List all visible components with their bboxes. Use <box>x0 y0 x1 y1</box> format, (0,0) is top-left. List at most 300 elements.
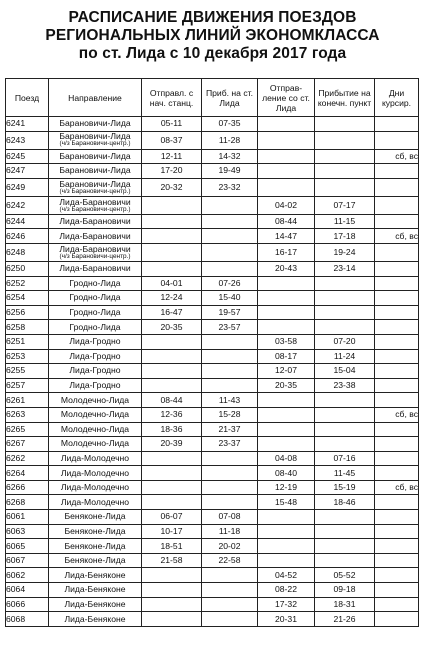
departure-origin-cell <box>142 612 202 627</box>
direction-label: Лида-Гродно <box>69 365 121 376</box>
train-number-cell: 6251 <box>6 334 49 349</box>
direction-label: Лида-Барановичи <box>59 263 131 274</box>
departure-lida-cell <box>258 422 315 437</box>
via-note: (ч/з Барановичи-центр.) <box>59 187 131 195</box>
departure-lida-cell: 12-19 <box>258 480 315 495</box>
direction-cell <box>49 466 142 481</box>
train-number-cell: 6253 <box>6 349 49 364</box>
direction-label: Молодечно-Лида <box>60 438 130 449</box>
departure-origin-cell: 12-36 <box>142 407 202 422</box>
departure-lida-cell: 04-02 <box>258 196 315 214</box>
via-note: (ч/з Барановичи-центр.) <box>59 252 131 260</box>
direction-label: Лида-Беняконе <box>64 569 126 580</box>
direction-cell <box>49 583 142 598</box>
arrival-end-cell: 11-45 <box>315 466 375 481</box>
table-row <box>6 117 419 132</box>
direction-label: Гродно-Лида <box>69 277 121 288</box>
direction-label: Лида-Гродно <box>69 350 121 361</box>
running-days-cell <box>375 451 419 466</box>
direction-cell <box>49 480 142 495</box>
direction-cell <box>49 334 142 349</box>
train-number-cell: 6257 <box>6 378 49 393</box>
arrival-lida-cell <box>202 583 258 598</box>
train-number-cell: 6062 <box>6 568 49 583</box>
departure-lida-cell: 15-48 <box>258 495 315 510</box>
direction-cell <box>49 131 142 149</box>
via-note: (ч/з Барановичи-центр.) <box>59 140 131 148</box>
departure-lida-cell <box>258 276 315 291</box>
direction-cell <box>49 539 142 554</box>
train-number-cell: 6248 <box>6 243 49 261</box>
departure-lida-cell <box>258 117 315 132</box>
title-line-1: РАСПИСАНИЕ ДВИЖЕНИЯ ПОЕЗДОВ <box>68 9 357 26</box>
running-days-cell <box>375 437 419 452</box>
direction-cell <box>49 117 142 132</box>
departure-lida-cell: 08-22 <box>258 583 315 598</box>
running-days-cell <box>375 276 419 291</box>
arrival-lida-cell <box>202 378 258 393</box>
arrival-lida-cell: 07-08 <box>202 510 258 525</box>
departure-origin-cell: 08-37 <box>142 131 202 149</box>
table-row <box>6 583 419 598</box>
direction-cell <box>49 349 142 364</box>
arrival-lida-cell <box>202 334 258 349</box>
departure-lida-cell <box>258 539 315 554</box>
direction-cell <box>49 553 142 568</box>
table-row <box>6 553 419 568</box>
arrival-lida-cell <box>202 597 258 612</box>
running-days-cell <box>375 291 419 306</box>
arrival-end-cell: 18-46 <box>315 495 375 510</box>
train-number-cell: 6245 <box>6 149 49 164</box>
departure-origin-cell: 05-11 <box>142 117 202 132</box>
departure-origin-cell <box>142 466 202 481</box>
arrival-end-cell: 17-18 <box>315 229 375 244</box>
train-number-cell: 6066 <box>6 597 49 612</box>
arrival-end-cell: 18-31 <box>315 597 375 612</box>
departure-lida-cell <box>258 149 315 164</box>
departure-lida-cell: 04-08 <box>258 451 315 466</box>
departure-origin-cell <box>142 334 202 349</box>
departure-origin-cell: 21-58 <box>142 553 202 568</box>
departure-lida-cell <box>258 131 315 149</box>
table-row <box>6 568 419 583</box>
train-number-cell: 6241 <box>6 117 49 132</box>
running-days-cell <box>375 320 419 335</box>
direction-label: Лида-Молодечно <box>60 482 130 493</box>
arrival-lida-cell: 11-28 <box>202 131 258 149</box>
running-days-cell: сб, вс <box>375 480 419 495</box>
train-number-cell: 6067 <box>6 553 49 568</box>
running-days-cell <box>375 214 419 229</box>
running-days-cell <box>375 597 419 612</box>
departure-lida-cell <box>258 437 315 452</box>
arrival-lida-cell <box>202 229 258 244</box>
train-number-cell: 6266 <box>6 480 49 495</box>
arrival-lida-cell: 20-02 <box>202 539 258 554</box>
arrival-lida-cell: 11-43 <box>202 393 258 408</box>
departure-lida-cell: 16-17 <box>258 243 315 261</box>
arrival-end-cell <box>315 524 375 539</box>
direction-cell <box>49 229 142 244</box>
table-row <box>6 178 419 196</box>
direction-cell <box>49 149 142 164</box>
arrival-lida-cell <box>202 466 258 481</box>
header-arr-lida: Приб. на ст. Лида <box>202 79 258 117</box>
direction-cell <box>49 524 142 539</box>
table-row <box>6 466 419 481</box>
departure-origin-cell <box>142 196 202 214</box>
departure-origin-cell: 04-01 <box>142 276 202 291</box>
direction-cell <box>49 214 142 229</box>
departure-origin-cell: 12-24 <box>142 291 202 306</box>
arrival-end-cell <box>315 422 375 437</box>
arrival-end-cell: 11-24 <box>315 349 375 364</box>
departure-lida-cell <box>258 407 315 422</box>
running-days-cell <box>375 393 419 408</box>
direction-label: Лида-Барановичи <box>59 243 131 254</box>
departure-lida-cell: 04-52 <box>258 568 315 583</box>
train-number-cell: 6264 <box>6 466 49 481</box>
direction-cell <box>49 320 142 335</box>
departure-origin-cell <box>142 364 202 379</box>
train-number-cell: 6265 <box>6 422 49 437</box>
train-number-cell: 6246 <box>6 229 49 244</box>
direction-label: Лида-Гродно <box>69 336 121 347</box>
table-row <box>6 149 419 164</box>
arrival-lida-cell: 15-28 <box>202 407 258 422</box>
direction-label: Лида-Молодечно <box>60 452 130 463</box>
header-dep-origin: Отправл. с нач. станц. <box>142 79 202 117</box>
departure-origin-cell <box>142 495 202 510</box>
running-days-cell <box>375 131 419 149</box>
direction-label: Барановичи-Лида <box>59 178 131 189</box>
via-note: (ч/з Барановичи-центр.) <box>59 205 131 213</box>
departure-origin-cell: 06-07 <box>142 510 202 525</box>
table-row <box>6 495 419 510</box>
direction-label: Гродно-Лида <box>69 321 121 332</box>
table-header-row <box>6 79 419 117</box>
arrival-end-cell <box>315 320 375 335</box>
arrival-lida-cell <box>202 243 258 261</box>
departure-origin-cell: 17-20 <box>142 164 202 179</box>
train-number-cell: 6249 <box>6 178 49 196</box>
departure-origin-cell: 20-39 <box>142 437 202 452</box>
running-days-cell <box>375 243 419 261</box>
arrival-lida-cell <box>202 568 258 583</box>
table-row <box>6 196 419 214</box>
arrival-end-cell <box>315 539 375 554</box>
table-row <box>6 276 419 291</box>
departure-origin-cell <box>142 229 202 244</box>
running-days-cell <box>375 261 419 276</box>
arrival-lida-cell: 15-40 <box>202 291 258 306</box>
table-row <box>6 480 419 495</box>
departure-origin-cell: 18-51 <box>142 539 202 554</box>
arrival-lida-cell: 11-18 <box>202 524 258 539</box>
direction-label: Барановичи-Лида <box>59 150 131 161</box>
train-number-cell: 6263 <box>6 407 49 422</box>
running-days-cell: сб, вс <box>375 407 419 422</box>
arrival-end-cell <box>315 437 375 452</box>
departure-origin-cell <box>142 243 202 261</box>
direction-label: Лида-Беняконе <box>64 598 126 609</box>
direction-cell <box>49 364 142 379</box>
running-days-cell <box>375 117 419 132</box>
arrival-end-cell: 21-26 <box>315 612 375 627</box>
train-number-cell: 6267 <box>6 437 49 452</box>
departure-origin-cell <box>142 349 202 364</box>
train-number-cell: 6244 <box>6 214 49 229</box>
table-row <box>6 131 419 149</box>
table-row <box>6 229 419 244</box>
direction-cell <box>49 378 142 393</box>
direction-cell <box>49 510 142 525</box>
running-days-cell <box>375 539 419 554</box>
arrival-lida-cell: 19-49 <box>202 164 258 179</box>
running-days-cell <box>375 305 419 320</box>
direction-label: Молодечно-Лида <box>60 423 130 434</box>
table-row <box>6 524 419 539</box>
running-days-cell <box>375 553 419 568</box>
table-row <box>6 334 419 349</box>
train-number-cell: 6061 <box>6 510 49 525</box>
running-days-cell <box>375 466 419 481</box>
arrival-end-cell <box>315 276 375 291</box>
arrival-end-cell: 15-19 <box>315 480 375 495</box>
running-days-cell <box>375 510 419 525</box>
arrival-end-cell: 23-14 <box>315 261 375 276</box>
arrival-lida-cell: 23-37 <box>202 437 258 452</box>
arrival-end-cell: 07-17 <box>315 196 375 214</box>
departure-origin-cell: 20-32 <box>142 178 202 196</box>
arrival-lida-cell: 21-37 <box>202 422 258 437</box>
arrival-end-cell: 15-04 <box>315 364 375 379</box>
departure-lida-cell: 17-32 <box>258 597 315 612</box>
departure-origin-cell: 12-11 <box>142 149 202 164</box>
departure-origin-cell: 20-35 <box>142 320 202 335</box>
train-number-cell: 6256 <box>6 305 49 320</box>
header-days: Дни курсир. <box>375 79 419 117</box>
direction-label: Лида-Барановичи <box>59 230 131 241</box>
arrival-end-cell <box>315 291 375 306</box>
arrival-lida-cell <box>202 480 258 495</box>
direction-label: Беняконе-Лида <box>64 540 126 551</box>
table-row <box>6 393 419 408</box>
train-number-cell: 6250 <box>6 261 49 276</box>
direction-cell <box>49 393 142 408</box>
table-row <box>6 164 419 179</box>
departure-lida-cell <box>258 291 315 306</box>
arrival-lida-cell <box>202 612 258 627</box>
arrival-end-cell <box>315 510 375 525</box>
table-row <box>6 510 419 525</box>
direction-label: Гродно-Лида <box>69 292 121 303</box>
departure-origin-cell: 08-44 <box>142 393 202 408</box>
direction-cell <box>49 568 142 583</box>
train-number-cell: 6243 <box>6 131 49 149</box>
train-number-cell: 6262 <box>6 451 49 466</box>
direction-label: Барановичи-Лида <box>59 118 131 129</box>
arrival-end-cell: 07-16 <box>315 451 375 466</box>
arrival-end-cell <box>315 393 375 408</box>
train-number-cell: 6268 <box>6 495 49 510</box>
direction-cell <box>49 261 142 276</box>
train-number-cell: 6242 <box>6 196 49 214</box>
direction-label: Гродно-Лида <box>69 307 121 318</box>
departure-lida-cell: 03-58 <box>258 334 315 349</box>
table-row <box>6 612 419 627</box>
direction-cell <box>49 451 142 466</box>
arrival-lida-cell <box>202 214 258 229</box>
train-number-cell: 6065 <box>6 539 49 554</box>
direction-label: Лида-Барановичи <box>59 196 131 207</box>
direction-cell <box>49 164 142 179</box>
departure-lida-cell <box>258 305 315 320</box>
title-line-3: по ст. Лида с 10 декабря 2017 года <box>78 45 347 62</box>
direction-cell <box>49 597 142 612</box>
arrival-end-cell: 23-38 <box>315 378 375 393</box>
departure-origin-cell: 10-17 <box>142 524 202 539</box>
header-arr-end: Прибытие на конечн. пункт <box>315 79 375 117</box>
direction-label: Лида-Барановичи <box>59 216 131 227</box>
departure-lida-cell <box>258 524 315 539</box>
train-number-cell: 6063 <box>6 524 49 539</box>
direction-label: Беняконе-Лида <box>64 511 126 522</box>
running-days-cell <box>375 378 419 393</box>
departure-origin-cell <box>142 214 202 229</box>
departure-lida-cell: 20-31 <box>258 612 315 627</box>
table-row <box>6 597 419 612</box>
running-days-cell: сб, вс <box>375 229 419 244</box>
table-row <box>6 437 419 452</box>
direction-cell <box>49 612 142 627</box>
direction-label: Беняконе-Лида <box>64 525 126 536</box>
direction-label: Лида-Беняконе <box>64 613 126 624</box>
running-days-cell <box>375 196 419 214</box>
running-days-cell <box>375 334 419 349</box>
direction-cell <box>49 243 142 261</box>
direction-cell <box>49 291 142 306</box>
running-days-cell <box>375 568 419 583</box>
direction-cell <box>49 422 142 437</box>
schedule-table <box>5 78 419 627</box>
train-number-cell: 6068 <box>6 612 49 627</box>
departure-lida-cell: 20-35 <box>258 378 315 393</box>
departure-lida-cell: 08-17 <box>258 349 315 364</box>
arrival-lida-cell <box>202 261 258 276</box>
table-row <box>6 451 419 466</box>
header-direction: Направление <box>49 79 142 117</box>
arrival-lida-cell: 07-26 <box>202 276 258 291</box>
header-dep-lida: Отправ-ление со ст. Лида <box>258 79 315 117</box>
running-days-cell: сб, вс <box>375 149 419 164</box>
arrival-end-cell <box>315 164 375 179</box>
departure-lida-cell <box>258 164 315 179</box>
arrival-lida-cell: 22-58 <box>202 553 258 568</box>
departure-origin-cell <box>142 583 202 598</box>
table-row <box>6 539 419 554</box>
arrival-end-cell: 19-24 <box>315 243 375 261</box>
arrival-lida-cell <box>202 364 258 379</box>
running-days-cell <box>375 178 419 196</box>
train-number-cell: 6258 <box>6 320 49 335</box>
running-days-cell <box>375 495 419 510</box>
arrival-lida-cell <box>202 495 258 510</box>
direction-cell <box>49 305 142 320</box>
table-row <box>6 378 419 393</box>
arrival-lida-cell: 23-57 <box>202 320 258 335</box>
arrival-lida-cell: 14-32 <box>202 149 258 164</box>
train-number-cell: 6254 <box>6 291 49 306</box>
train-number-cell: 6252 <box>6 276 49 291</box>
running-days-cell <box>375 422 419 437</box>
departure-origin-cell: 16-47 <box>142 305 202 320</box>
arrival-lida-cell: 07-35 <box>202 117 258 132</box>
arrival-lida-cell <box>202 196 258 214</box>
arrival-lida-cell <box>202 451 258 466</box>
page-title <box>0 9 425 63</box>
departure-lida-cell: 08-44 <box>258 214 315 229</box>
table-row <box>6 364 419 379</box>
table-row <box>6 261 419 276</box>
arrival-end-cell <box>315 131 375 149</box>
departure-origin-cell <box>142 597 202 612</box>
departure-origin-cell <box>142 480 202 495</box>
arrival-end-cell: 11-15 <box>315 214 375 229</box>
train-number-cell: 6064 <box>6 583 49 598</box>
direction-label: Барановичи-Лида <box>59 165 131 176</box>
table-row <box>6 349 419 364</box>
arrival-lida-cell: 19-57 <box>202 305 258 320</box>
table-row <box>6 407 419 422</box>
table-row <box>6 320 419 335</box>
departure-origin-cell <box>142 261 202 276</box>
table-row <box>6 243 419 261</box>
departure-lida-cell: 14-47 <box>258 229 315 244</box>
arrival-end-cell: 07-20 <box>315 334 375 349</box>
direction-cell <box>49 407 142 422</box>
running-days-cell <box>375 364 419 379</box>
arrival-end-cell: 09-18 <box>315 583 375 598</box>
table-row <box>6 422 419 437</box>
running-days-cell <box>375 583 419 598</box>
direction-cell <box>49 196 142 214</box>
table-row <box>6 291 419 306</box>
departure-lida-cell <box>258 553 315 568</box>
direction-label: Беняконе-Лида <box>64 555 126 566</box>
direction-label: Лида-Гродно <box>69 380 121 391</box>
departure-lida-cell <box>258 178 315 196</box>
arrival-end-cell <box>315 305 375 320</box>
direction-label: Лида-Молодечно <box>60 496 130 507</box>
train-number-cell: 6255 <box>6 364 49 379</box>
arrival-end-cell <box>315 407 375 422</box>
arrival-end-cell: 05-52 <box>315 568 375 583</box>
train-number-cell: 6261 <box>6 393 49 408</box>
direction-label: Лида-Молодечно <box>60 467 130 478</box>
departure-origin-cell: 18-36 <box>142 422 202 437</box>
running-days-cell <box>375 612 419 627</box>
title-line-2: РЕГИОНАЛЬНЫХ ЛИНИЙ ЭКОНОМКЛАССА <box>45 27 380 44</box>
direction-cell <box>49 178 142 196</box>
header-train: Поезд <box>6 79 49 117</box>
departure-origin-cell <box>142 378 202 393</box>
direction-cell <box>49 437 142 452</box>
train-number-cell: 6247 <box>6 164 49 179</box>
arrival-end-cell <box>315 117 375 132</box>
direction-label: Молодечно-Лида <box>60 394 130 405</box>
